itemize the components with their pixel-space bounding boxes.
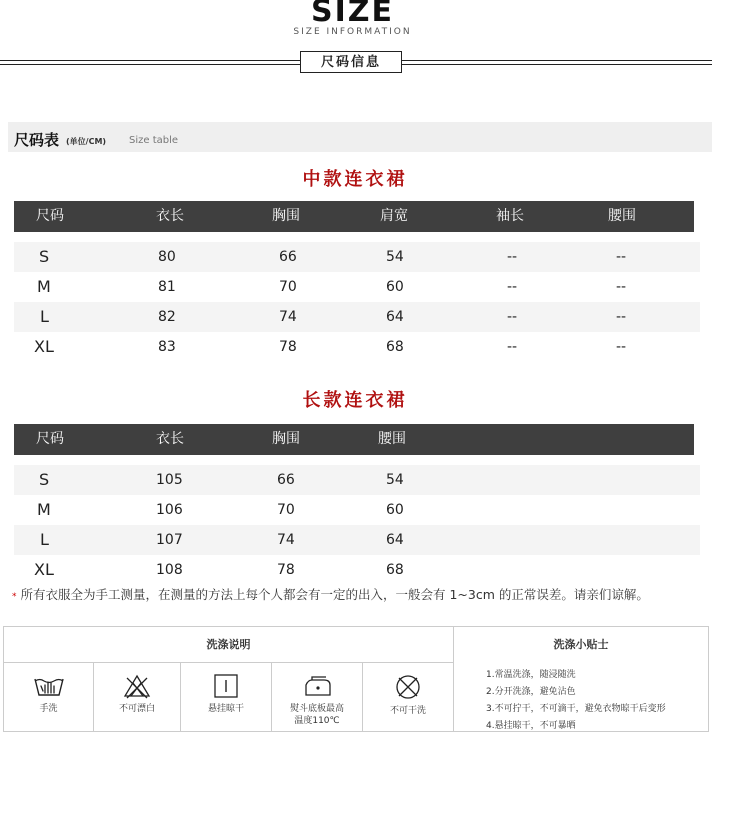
table-header-maxi <box>14 424 694 455</box>
table-header-midi <box>14 201 694 232</box>
column-header: 尺码 <box>36 431 64 447</box>
table-cell: 68 <box>386 562 404 578</box>
care-label: 悬挂晾干 <box>207 704 244 714</box>
size-table-bar <box>8 122 712 152</box>
column-header: 衣长 <box>156 431 184 447</box>
washing-header: 洗涤说明 <box>206 638 251 651</box>
table-cell: 74 <box>279 309 297 325</box>
size-table-title: 尺码表 <box>14 131 60 149</box>
table-cell: 70 <box>279 279 297 295</box>
table-cell: 66 <box>277 472 295 488</box>
table-cell: -- <box>616 249 627 265</box>
table-cell: -- <box>616 309 627 325</box>
table-cell: 105 <box>156 472 183 488</box>
table-cell: XL <box>34 337 54 356</box>
table-cell: 107 <box>156 532 183 548</box>
table-row <box>14 332 700 362</box>
table-cell: -- <box>616 279 627 295</box>
no-bleach-icon <box>122 673 152 699</box>
table-cell: 60 <box>386 279 404 295</box>
tips-header: 洗涤小贴士 <box>553 638 609 651</box>
table-cell: 82 <box>158 309 176 325</box>
care-tip: 1.常温洗涤，随浸随洗 <box>486 670 576 680</box>
table-cell: L <box>40 307 49 326</box>
column-header: 肩宽 <box>380 208 408 224</box>
table-cell: -- <box>507 309 518 325</box>
note-text: 所有衣服全为手工测量，在测量的方法上每个人都会有一定的出入，一般会有 1~3cm 的正常误差。请亲们谅解。 <box>20 587 649 602</box>
table-cell: 64 <box>386 532 404 548</box>
care-label: 不可漂白 <box>118 704 155 714</box>
table-cell: 80 <box>158 249 176 265</box>
care-tip: 2.分开洗涤，避免沾色 <box>486 687 576 697</box>
care-label: 不可干洗 <box>389 706 426 716</box>
care-item-iron <box>272 663 362 732</box>
table-cell: M <box>37 277 51 296</box>
column-header: 袖长 <box>496 208 524 224</box>
table-cell: 68 <box>386 339 404 355</box>
table-row <box>14 465 700 495</box>
table-cell: 78 <box>279 339 297 355</box>
care-tip: 3.不可拧干，不可滴干，避免衣物晾干后变形 <box>486 704 666 714</box>
column-header: 腰围 <box>378 431 406 447</box>
table-cell: 70 <box>277 502 295 518</box>
table-cell: 54 <box>386 472 404 488</box>
care-tips-list <box>486 667 666 735</box>
table-cell: M <box>37 500 51 519</box>
table-cell: 83 <box>158 339 176 355</box>
table-row <box>14 495 700 525</box>
care-instructions <box>3 626 709 732</box>
table-cell: -- <box>616 339 627 355</box>
table-cell: 108 <box>156 562 183 578</box>
care-label: 手洗 <box>39 704 58 714</box>
table-row <box>14 302 700 332</box>
column-header: 胸围 <box>272 208 300 224</box>
table-cell: XL <box>34 560 54 579</box>
table-cell: 81 <box>158 279 176 295</box>
care-item-no-dry-clean <box>363 663 453 732</box>
size-info-badge: 尺码信息 <box>300 51 402 73</box>
column-header: 胸围 <box>272 431 300 447</box>
table-row <box>14 555 700 585</box>
hang-dry-icon <box>211 673 241 699</box>
care-item-hand-wash <box>4 663 93 732</box>
care-tip: 4.悬挂晾干，不可暴晒 <box>486 721 576 731</box>
column-header: 腰围 <box>608 208 636 224</box>
table-cell: L <box>40 530 49 549</box>
size-table-english: Size table <box>129 135 179 146</box>
measurement-note <box>12 585 649 603</box>
table-cell: S <box>39 247 50 266</box>
table-cell: -- <box>507 249 518 265</box>
table-cell: 60 <box>386 502 404 518</box>
iron-icon <box>300 673 334 699</box>
table-cell: 66 <box>279 249 297 265</box>
column-header: 尺码 <box>36 208 64 224</box>
no-dry-clean-icon <box>393 673 423 701</box>
care-item-no-bleach <box>94 663 180 732</box>
size-table-unit: (单位/CM) <box>66 137 107 146</box>
note-star: * <box>12 592 17 602</box>
table-row <box>14 272 700 302</box>
table-cell: 106 <box>156 502 183 518</box>
table-cell: 54 <box>386 249 404 265</box>
table-cell: S <box>39 470 50 489</box>
care-divider <box>453 627 454 731</box>
table-row <box>14 525 700 555</box>
header-divider <box>402 60 712 61</box>
care-item-hang-dry <box>181 663 271 732</box>
column-header: 衣长 <box>156 208 184 224</box>
table-title-maxi: 长款连衣裙 <box>302 390 408 411</box>
header-divider <box>0 60 300 61</box>
table-row <box>14 242 700 272</box>
table-title-midi: 中款连衣裙 <box>302 169 408 190</box>
table-cell: -- <box>507 279 518 295</box>
table-cell: -- <box>507 339 518 355</box>
table-cell: 74 <box>277 532 295 548</box>
table-cell: 78 <box>277 562 295 578</box>
hand-wash-icon <box>32 673 66 699</box>
header-divider <box>402 64 712 65</box>
table-cell: 64 <box>386 309 404 325</box>
size-title: SIZE <box>310 0 394 29</box>
care-label: 熨斗底板最高 温度110℃ <box>289 704 344 726</box>
size-subtitle: SIZE INFORMATION <box>293 27 412 37</box>
header-divider <box>0 64 300 65</box>
